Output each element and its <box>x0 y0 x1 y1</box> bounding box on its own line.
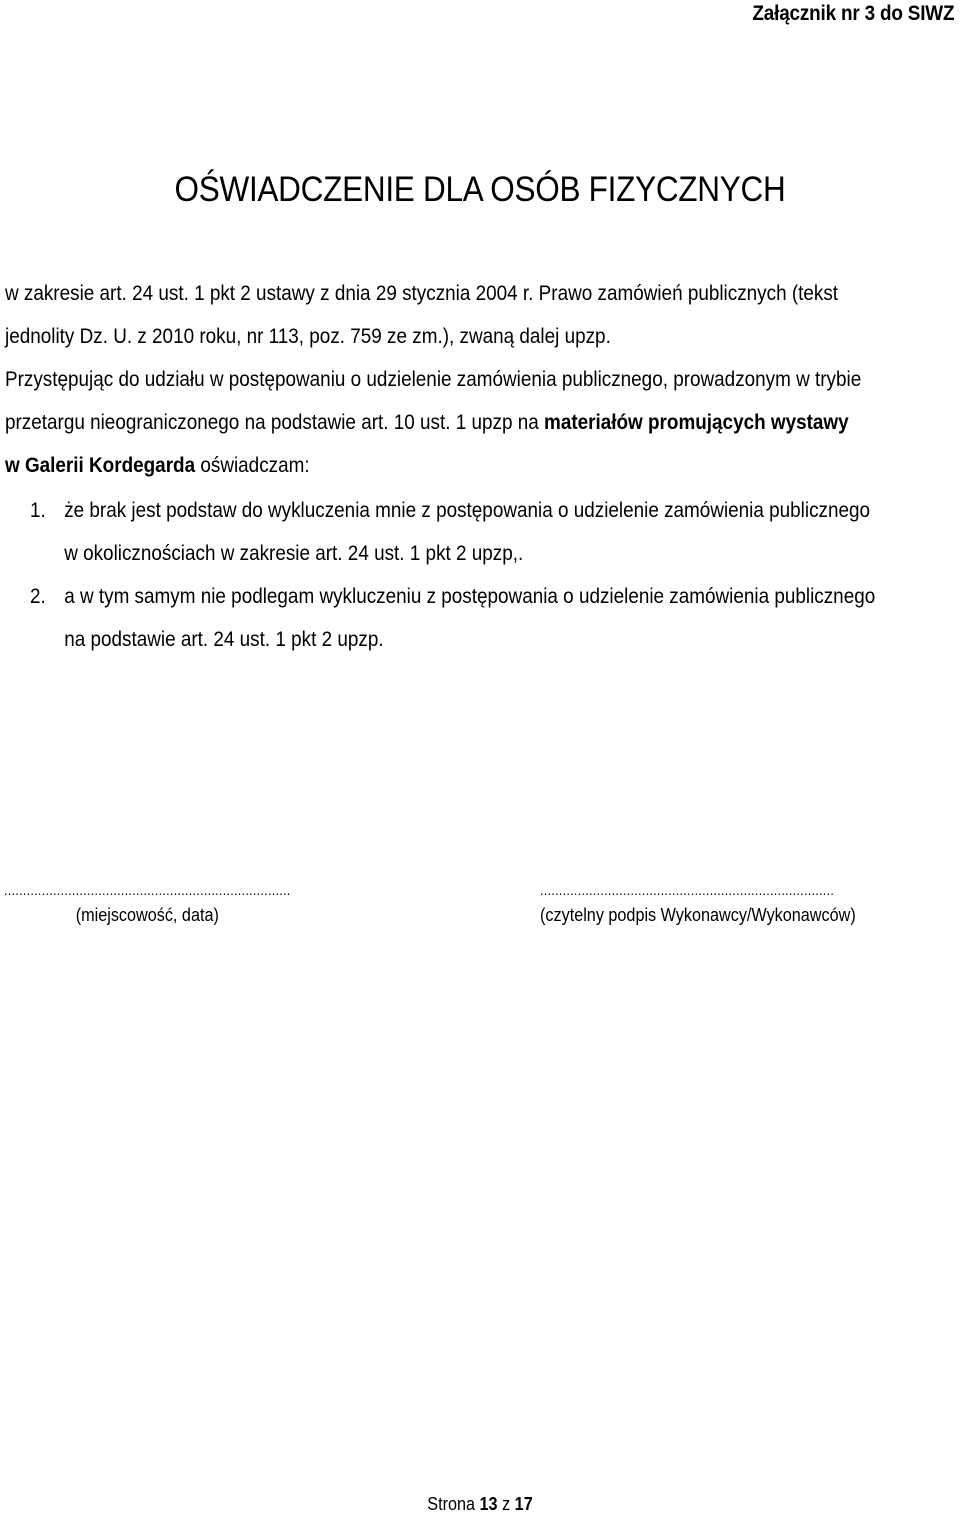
gallery-name: w Galerii Kordegarda <box>5 454 196 477</box>
declaration-item <box>30 489 953 575</box>
page-number <box>48 1494 912 1515</box>
lead-text: oświadczam: <box>195 454 310 477</box>
intro-paragraph <box>5 272 955 358</box>
signature-caption: (czytelny podpis Wykonawcy/Wykonawców) <box>540 905 856 925</box>
intro-line: w zakresie art. 24 ust. 1 pkt 2 ustawy z dnia 29 stycznia 2004 r. Prawo zamówień publicznych (tekst <box>5 282 839 305</box>
place-date-field[interactable] <box>4 882 291 928</box>
attachment-label: Załącznik nr 3 do SIWZ <box>752 2 954 25</box>
declaration-line: że brak jest podstaw do wykluczenia mnie z postępowania o udzielenie zamówienia publicznego <box>64 499 871 522</box>
declaration-item <box>30 575 953 661</box>
declaration-line: w okolicznościach w zakresie art. 24 ust. 1 pkt 2 upzp,. <box>64 542 524 565</box>
declaration-line: a w tym samym nie podlegam wykluczeniu z postępowania o udzielenie zamówienia publicznego <box>64 585 876 608</box>
lead-text: przetargu nieograniczonego na podstawie art. 10 ust. 1 upzp na <box>5 411 545 434</box>
page-current: 13 <box>479 1494 498 1514</box>
lead-line: Przystępując do udziału w postępowaniu o udzielenie zamówienia publicznego, prowadzonym w trybie <box>5 368 862 391</box>
declaration-line: na podstawie art. 24 ust. 1 pkt 2 upzp. <box>64 628 384 651</box>
page-separator: z <box>497 1494 515 1514</box>
document-title: OŚWIADCZENIE DLA OSÓB FIZYCZNYCH <box>174 170 786 209</box>
lead-line <box>5 444 955 487</box>
declaration-number: 1. <box>30 499 46 522</box>
lead-line <box>5 401 955 444</box>
lead-paragraph <box>5 358 955 487</box>
page-total: 17 <box>514 1494 533 1514</box>
signature-field[interactable] <box>540 882 856 928</box>
page-prefix: Strona <box>427 1494 480 1514</box>
declarations-list <box>30 489 953 661</box>
declaration-number: 2. <box>30 585 46 608</box>
signature-dotted-line[interactable]: .............................................................................. <box>540 882 835 898</box>
place-date-caption: (miejscowość, data) <box>75 905 219 925</box>
intro-line: jednolity Dz. U. z 2010 roku, nr 113, poz. 759 ze zm.), zwaną dalej upzp. <box>5 325 611 348</box>
place-date-dotted-line[interactable]: ............................................................................ <box>4 882 291 898</box>
subject-of-order: materiałów promujących wystawy <box>544 411 849 434</box>
